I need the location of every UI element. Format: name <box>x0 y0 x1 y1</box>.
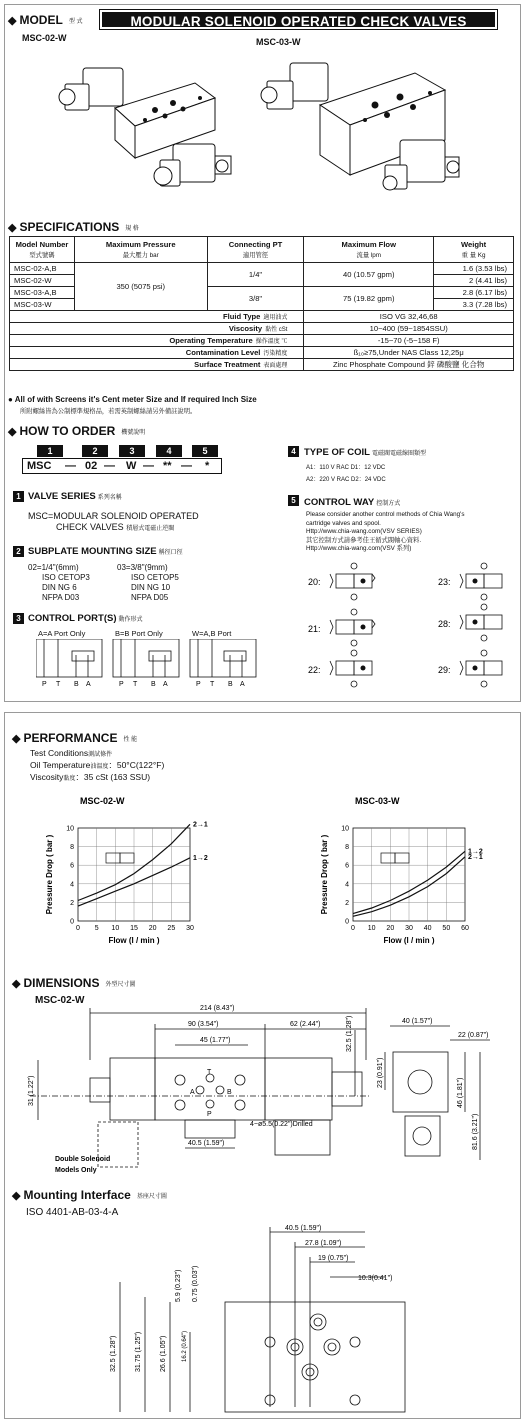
svg-text:Double Solenoid: Double Solenoid <box>55 1156 111 1163</box>
y-axis-label: Pressure Drop ( bar ) <box>320 834 329 915</box>
svg-text:27.8 (1.09"): 27.8 (1.09") <box>305 1240 342 1247</box>
svg-text:A: A <box>240 681 245 688</box>
y-tick-label: 4 <box>345 881 349 889</box>
diamond-icon: ◆ <box>8 425 17 438</box>
svg-text:10.3(0.41"): 10.3(0.41") <box>358 1275 393 1282</box>
port-label-b: B=B Port Only <box>115 629 163 638</box>
table-row: MSC-02-A,B 350 (5075 psi) 1/4" 40 (10.57 gpm) 1.6 (3.53 lbs) <box>10 263 514 275</box>
order-step-1: 1 <box>37 445 63 457</box>
param-row: Operating Temperature 操作溫度 ℃ -15~70 (-5~158 F) <box>10 335 514 347</box>
valve-series-line1: MSC=MODULAR SOLENOID OPERATED <box>28 511 199 521</box>
x-tick-label: 30 <box>186 925 194 932</box>
x-tick-label: 15 <box>130 925 138 932</box>
y-tick-label: 10 <box>341 825 349 833</box>
y-tick-label: 8 <box>70 844 74 852</box>
x-tick-label: 50 <box>442 925 451 932</box>
how-to-order-heading: ◆ HOW TO ORDER 機號說明 <box>8 424 146 438</box>
y-tick-label: 2 <box>345 899 349 907</box>
diamond-icon: ◆ <box>8 221 17 234</box>
y-tick-label: 6 <box>345 862 349 870</box>
num-badge-5: 5 <box>288 495 299 506</box>
specifications-heading: ◆ SPECIFICATIONS 規 格 <box>8 220 139 234</box>
svg-text:62 (2.44"): 62 (2.44") <box>290 1021 321 1028</box>
svg-text:81.6 (3.21"): 81.6 (3.21") <box>472 1113 479 1150</box>
svg-text:B: B <box>228 681 233 688</box>
svg-text:T: T <box>207 1069 212 1076</box>
svg-text:B: B <box>74 681 79 688</box>
svg-text:40.5 (1.59"): 40.5 (1.59") <box>285 1225 322 1232</box>
svg-text:19 (0.75"): 19 (0.75") <box>318 1255 349 1262</box>
num-badge-3: 3 <box>13 613 24 624</box>
svg-text:28:: 28: <box>438 619 451 629</box>
svg-text:Models Only: Models Only <box>55 1167 97 1174</box>
series-label: 2→1 <box>193 821 208 829</box>
subplate-03: 03=3/8"(9mm) ISO CETOP5 DIN NG 10 NFPA D05 <box>117 563 179 602</box>
x-tick-label: 20 <box>148 925 157 932</box>
svg-text:P: P <box>207 1111 212 1118</box>
svg-text:40.5 (1.59"): 40.5 (1.59") <box>188 1140 225 1147</box>
x-tick-label: 0 <box>351 925 355 932</box>
param-row: Viscosity 黏性 cSt 10~400 (59~1854SSU) <box>10 323 514 335</box>
svg-text:32.5 (1.28"): 32.5 (1.28") <box>346 1015 353 1052</box>
svg-text:21:: 21: <box>308 624 321 634</box>
svg-text:P: P <box>196 681 201 688</box>
param-row: Fluid Type 適用油式 ISO VG 32,46,68 <box>10 311 514 323</box>
svg-text:20:: 20: <box>308 577 321 587</box>
svg-text:90 (3.54"): 90 (3.54") <box>188 1021 219 1028</box>
x-tick-label: 5 <box>94 925 99 932</box>
param-row: Contamination Level 汚染精度 ß₁₀≥75,Under NAS Class 12,25μ <box>10 347 514 359</box>
series-label: 1→2 <box>468 848 483 856</box>
series-label: 2→1 <box>468 853 483 861</box>
order-code: MSC — 02 — W — ** — * <box>22 458 222 474</box>
svg-text:P: P <box>119 681 124 688</box>
dimensions-heading: ◆ DIMENSIONS 外型尺寸圖 <box>12 976 136 990</box>
subplate-02: 02=1/4"(6mm) ISO CETOP3 DIN NG 6 NFPA D03 <box>28 563 90 602</box>
spec-note-cjk: 所附螺絲皆為公制標準規格品，若需英制螺絲請另外備註說明。 <box>20 408 197 415</box>
num-badge-4: 4 <box>288 446 299 457</box>
svg-text:A: A <box>190 1089 195 1096</box>
chart-title: MSC-03-W <box>355 796 400 806</box>
performance-chart-msc-03 <box>315 792 505 952</box>
valve-series-heading: VALVE SERIES 系列名稱 <box>28 491 122 502</box>
control-way-symbols <box>300 560 512 692</box>
svg-text:A: A <box>163 681 168 688</box>
port-label-w: W=A,B Port <box>192 629 232 638</box>
valve-illustration-02 <box>55 48 240 208</box>
svg-text:29:: 29: <box>438 665 451 675</box>
control-way-heading: CONTROL WAY 控制方式 <box>304 497 401 508</box>
table-row: MSC-02-W 2 (4.41 lbs) <box>10 275 514 287</box>
y-tick-label: 2 <box>70 899 74 907</box>
x-tick-label: 25 <box>167 925 176 932</box>
header-connecting: Connecting PT 適用管徑 <box>207 237 304 263</box>
mounting-heading: ◆ Mounting Interface 基座尺寸圖 <box>12 1188 167 1202</box>
coil-line1: A1：110 V RAC D1：12 VDC <box>306 465 386 471</box>
x-tick-label: 10 <box>367 925 376 932</box>
order-step-2: 2 <box>82 445 108 457</box>
x-tick-label: 40 <box>423 925 432 932</box>
svg-text:16.2 (0.64"): 16.2 (0.64") <box>182 1330 188 1362</box>
valve-series-line2: CHECK VALVES 積層式電磁止逆閥 <box>56 522 175 532</box>
chart-title: MSC-02-W <box>80 796 125 806</box>
coil-heading: TYPE OF COIL 電磁閥電磁線圈類型 <box>304 447 426 458</box>
model-heading: ◆ MODEL 型 式 <box>8 13 83 27</box>
svg-text:0.75 (0.03"): 0.75 (0.03") <box>192 1265 199 1302</box>
table-row: MSC-03-W 3.3 (7.28 lbs) <box>10 299 514 311</box>
svg-text:214 (8.43"): 214 (8.43") <box>200 1005 235 1012</box>
table-row: MSC-03-A,B 3/8" 75 (19.82 gpm) 2.8 (6.17 lbs) <box>10 287 514 299</box>
performance-chart-msc-02 <box>40 792 230 952</box>
port-letter: P <box>42 681 47 688</box>
svg-text:A: A <box>86 681 91 688</box>
svg-text:46 (1.81"): 46 (1.81") <box>457 1077 464 1108</box>
diamond-icon: ◆ <box>12 732 21 745</box>
port-label-a: A=A Port Only <box>38 629 86 638</box>
y-axis-label: Pressure Drop ( bar ) <box>45 834 54 915</box>
x-tick-label: 30 <box>405 925 413 932</box>
y-tick-label: 0 <box>345 918 349 926</box>
svg-text:22 (0.87"): 22 (0.87") <box>458 1032 489 1039</box>
svg-text:T: T <box>133 681 138 688</box>
svg-text:T: T <box>56 681 61 688</box>
y-tick-label: 4 <box>70 881 74 889</box>
header-pressure: Maximum Pressure 最大壓力 bar <box>74 237 207 263</box>
model-label-02: MSC-02-W <box>22 33 67 43</box>
diamond-icon: ◆ <box>8 14 17 27</box>
x-tick-label: 20 <box>386 925 395 932</box>
num-badge-2: 2 <box>13 546 24 557</box>
svg-text:23:: 23: <box>438 577 451 587</box>
y-tick-label: 8 <box>345 844 349 852</box>
order-step-4: 4 <box>156 445 182 457</box>
specifications-table <box>9 236 514 371</box>
mounting-standard: ISO 4401-AB-03-4-A <box>26 1207 119 1218</box>
spec-note: ● All of with Screens it's Cent meter Size and If required Inch Size <box>8 395 257 404</box>
series-label: 1→2 <box>193 854 208 862</box>
symbol-box <box>381 853 395 863</box>
header-model: Model Number 型式號碼 <box>10 237 75 263</box>
svg-text:4−ø5.5(0.22")Drilled: 4−ø5.5(0.22")Drilled <box>250 1121 313 1128</box>
dimension-drawing <box>10 1000 515 1180</box>
dimensions-model: MSC-02-W <box>35 995 85 1006</box>
valve-symbol-inset <box>381 853 409 863</box>
svg-text:45 (1.77"): 45 (1.77") <box>200 1037 231 1044</box>
diamond-icon: ◆ <box>12 1189 21 1202</box>
subplate-heading: SUBPLATE MOUNTING SIZE 稱徑口徑 <box>28 546 183 557</box>
svg-text:31 (1.22"): 31 (1.22") <box>28 1075 35 1106</box>
x-axis-label: Flow (l / min ) <box>383 936 435 945</box>
y-tick-label: 10 <box>66 825 74 833</box>
svg-text:5.9 (0.23"): 5.9 (0.23") <box>175 1269 182 1302</box>
mounting-drawing <box>100 1222 420 1417</box>
valve-symbol-inset <box>106 853 134 863</box>
order-step-3: 3 <box>119 445 145 457</box>
svg-text:40 (1.57"): 40 (1.57") <box>402 1018 433 1025</box>
svg-text:22:: 22: <box>308 665 321 675</box>
x-tick-label: 60 <box>461 925 469 932</box>
coil-line2: A2：220 V RAC D2：24 VDC <box>306 477 386 483</box>
svg-text:B: B <box>227 1089 232 1096</box>
svg-text:31.75 (1.25"): 31.75 (1.25") <box>135 1331 142 1372</box>
num-badge-1: 1 <box>13 491 24 502</box>
svg-text:32.5 (1.28"): 32.5 (1.28") <box>110 1335 117 1372</box>
svg-text:23 (0.91"): 23 (0.91") <box>377 1057 384 1088</box>
y-tick-label: 0 <box>70 918 74 926</box>
performance-heading: ◆ PERFORMANCE 性 能 <box>12 731 138 745</box>
x-tick-label: 10 <box>111 925 120 932</box>
table-header-row <box>10 237 514 263</box>
svg-text:B: B <box>151 681 156 688</box>
valve-illustration-03 <box>255 45 470 210</box>
control-ports-heading: CONTROL PORT(S) 動作形式 <box>28 613 143 624</box>
y-tick-label: 6 <box>70 862 74 870</box>
order-step-5: 5 <box>192 445 218 457</box>
svg-text:26.6 (1.05"): 26.6 (1.05") <box>160 1335 167 1372</box>
diamond-icon: ◆ <box>12 977 21 990</box>
x-axis-label: Flow (l / min ) <box>108 936 160 945</box>
control-way-text: Please consider another control methods of Chia Wang's cartridge valves and spool. Http://www.chia-wang.com(VSV SERIES) 其它控制方式請參考佳王循式閥軸心資料. Http://www.chia-wang.com(VSV 系列) <box>306 511 465 552</box>
model-label-03: MSC-03-W <box>256 37 301 47</box>
header-weight: Weight 重 量 Kg <box>434 237 514 263</box>
title-banner: MODULAR SOLENOID OPERATED CHECK VALVES <box>100 10 497 29</box>
control-port-symbols <box>36 639 266 689</box>
symbol-box <box>106 853 120 863</box>
param-row: Surface Treatment 表面處理 Zinc Phosphate Compound 鋅 磷酸鹽 化合物 <box>10 359 514 371</box>
svg-text:T: T <box>210 681 215 688</box>
symbol-box <box>120 853 134 863</box>
header-flow: Maximum Flow 流量 lpm <box>304 237 434 263</box>
symbol-box <box>395 853 409 863</box>
test-conditions: Test Conditions測試條件 Oil Temperature油溫度：50°C(122°F) Viscosity黏度：35 cSt (163 SSU) <box>30 748 165 782</box>
x-tick-label: 0 <box>76 925 80 932</box>
